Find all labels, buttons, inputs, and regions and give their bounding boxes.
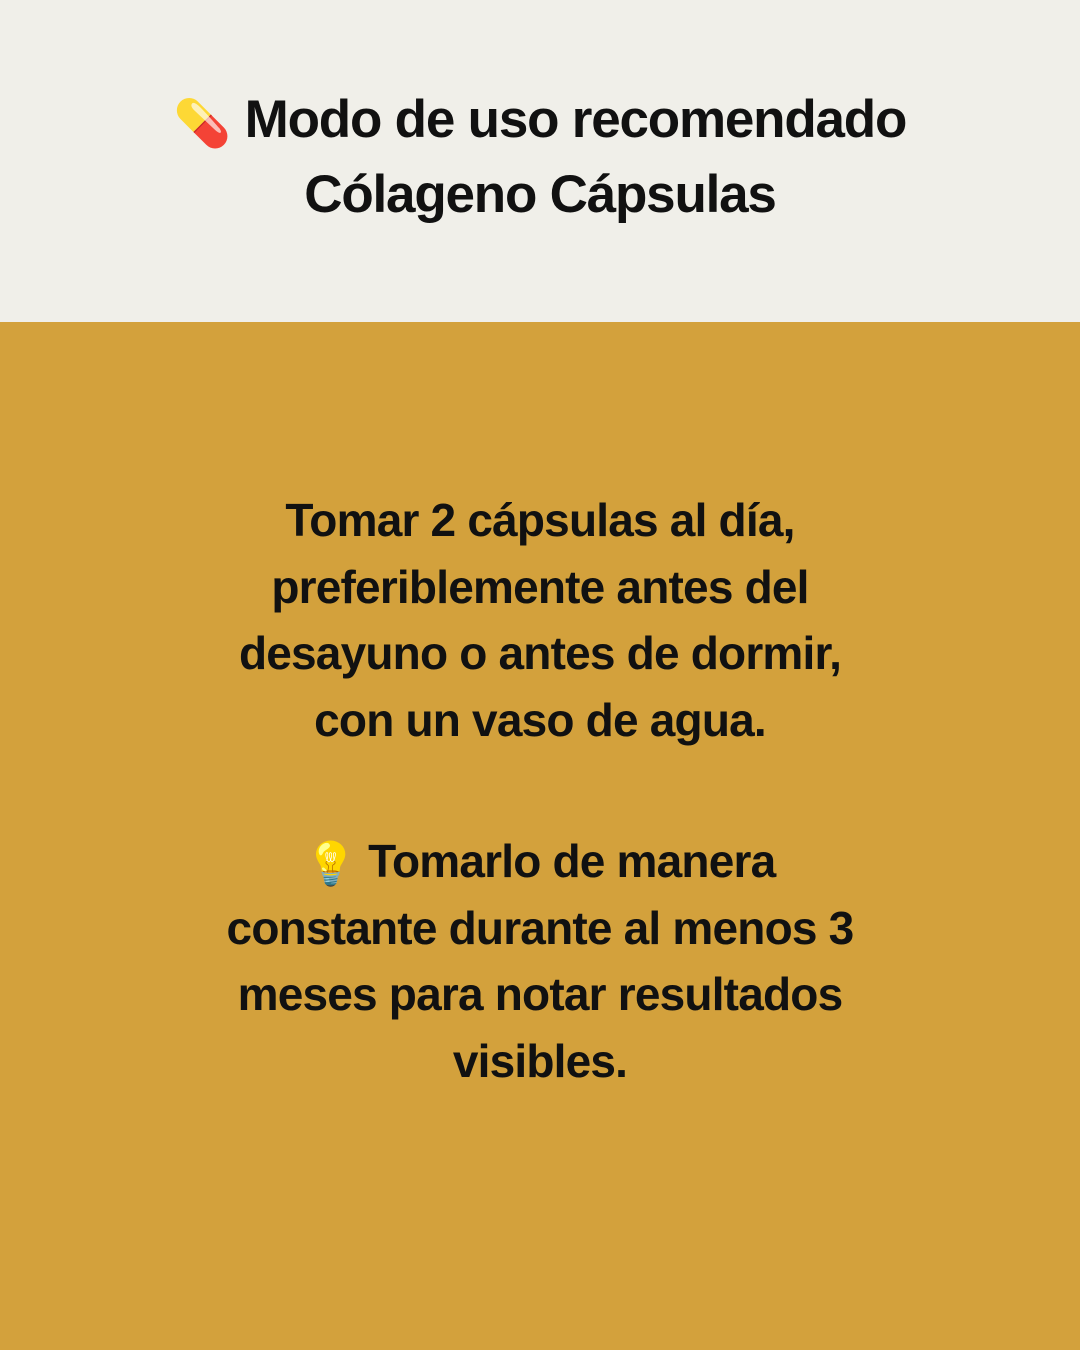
- dosage-line-4: con un vaso de agua.: [314, 694, 766, 747]
- tip-line-4: visibles.: [452, 1035, 628, 1088]
- tip-paragraph: [227, 828, 854, 1095]
- tip-line-2: constante durante al menos 3: [226, 901, 854, 954]
- dosage-line-3: desayuno o antes de dormir,: [238, 627, 842, 680]
- tip-line-1: [227, 828, 854, 895]
- tip-text-primary: Tomarlo de manera: [368, 834, 776, 887]
- title-line-two: Cólageno Cápsulas: [304, 165, 776, 225]
- page-title: [174, 82, 906, 233]
- light-bulb-emoji: 💡: [304, 839, 357, 887]
- card-header: [0, 0, 1080, 322]
- dosage-line-1: Tomar 2 cápsulas al día,: [285, 494, 795, 546]
- card-body: [0, 322, 1080, 1350]
- title-line-one: [174, 82, 906, 157]
- dosage-line-2: preferiblemente antes del: [271, 560, 809, 613]
- pill-emoji: 💊: [173, 97, 232, 149]
- title-text-primary: Modo de uso recomendado: [244, 90, 907, 149]
- dosage-paragraph: [239, 487, 841, 754]
- tip-line-3: meses para notar resultados: [237, 968, 843, 1021]
